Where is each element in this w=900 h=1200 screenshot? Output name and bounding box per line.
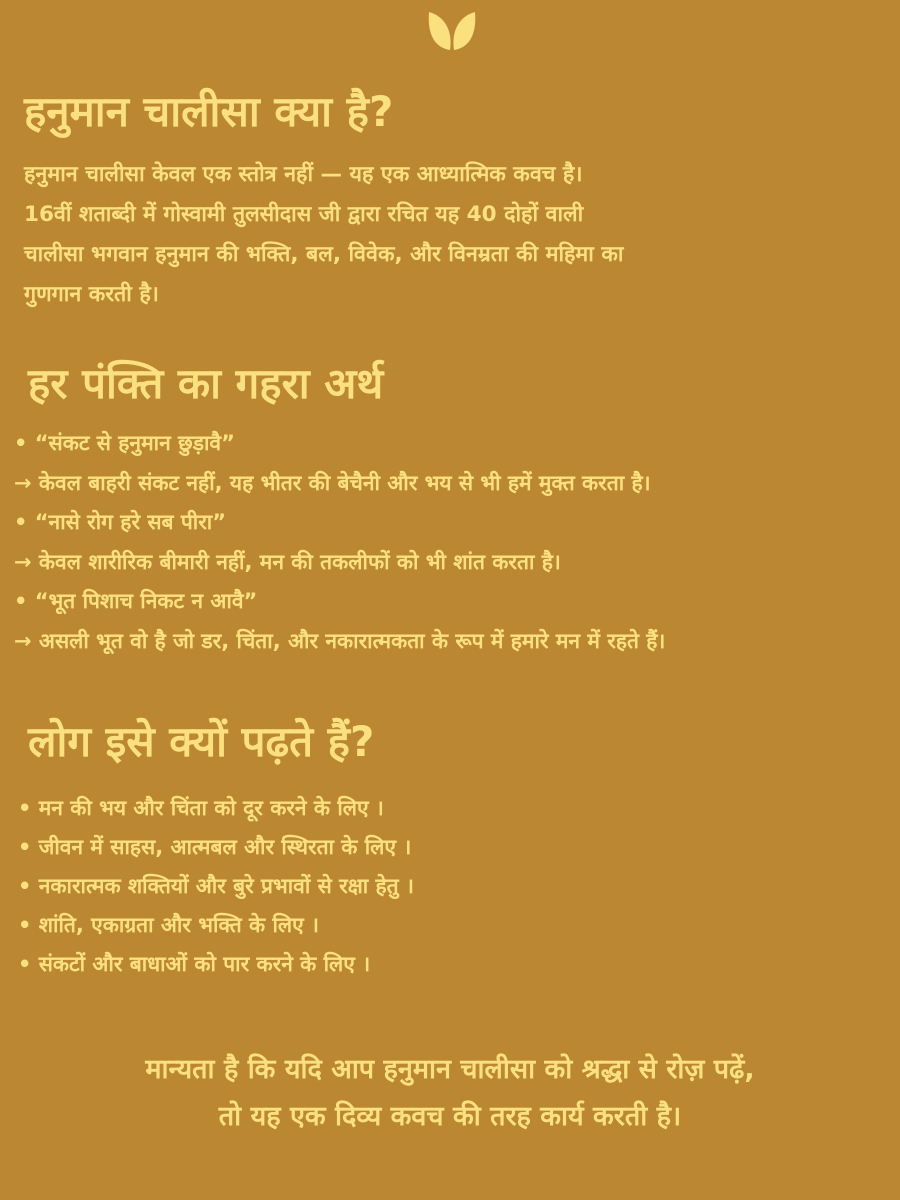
meaning-list	[14, 424, 665, 661]
leaf-icon	[424, 6, 480, 56]
intro-paragraph	[24, 155, 884, 315]
verse-item: • “संकट से हनुमान छुड़ावै”	[14, 431, 235, 455]
verse-meaning-item: → असली भूत वो है जो डर, चिंता, और नकारात्मकता के रूप में हमारे मन में रहते हैं।	[14, 628, 666, 653]
reason-item: • नकारात्मक शक्तियों और बुरे प्रभावों से रक्षा हेतु ।	[18, 874, 414, 898]
intro-line: हनुमान चालीसा केवल एक स्तोत्र नहीं — यह एक आध्यात्मिक कवच है।	[24, 162, 583, 187]
section-heading-meaning: हर पंक्ति का गहरा अर्थ	[28, 359, 384, 408]
section-heading-why: लोग इसे क्यों पढ़ते हैं?	[28, 717, 375, 766]
verse-meaning-item: → केवल शारीरिक बीमारी नहीं, मन की तकलीफों को भी शांत करता है।	[14, 549, 561, 574]
reasons-list	[18, 789, 414, 984]
reason-item: • संकटों और बाधाओं को पार करने के लिए ।	[18, 952, 371, 976]
intro-line: चालीसा भगवान हनुमान की भक्ति, बल, विवेक, और विनम्रता की महिमा का	[24, 242, 624, 267]
reason-item: • शांति, एकाग्रता और भक्ति के लिए ।	[18, 913, 320, 937]
reason-item: • जीवन में साहस, आत्मबल और स्थिरता के लिए ।	[18, 835, 412, 859]
intro-line: गुणगान करती है।	[24, 282, 159, 307]
intro-line: 16वीं शताब्दी में गोस्वामी तुलसीदास जी द्वारा रचित यह 40 दोहों वाली	[24, 202, 584, 227]
closing-statement	[0, 1046, 900, 1140]
verse-item: • “भूत पिशाच निकट न आवै”	[14, 589, 258, 613]
closing-line: मान्यता है कि यदि आप हनुमान चालीसा को श्रद्धा से रोज़ पढ़ें,	[145, 1054, 755, 1085]
closing-line: तो यह एक दिव्य कवच की तरह कार्य करती है।	[218, 1101, 682, 1132]
verse-item: • “नासे रोग हरे सब पीरा”	[14, 510, 227, 534]
verse-meaning-item: → केवल बाहरी संकट नहीं, यह भीतर की बेचैनी और भय से भी हमें मुक्त करता है।	[14, 470, 651, 495]
reason-item: • मन की भय और चिंता को दूर करने के लिए ।	[18, 796, 384, 820]
section-heading-what: हनुमान चालीसा क्या है?	[24, 87, 394, 136]
